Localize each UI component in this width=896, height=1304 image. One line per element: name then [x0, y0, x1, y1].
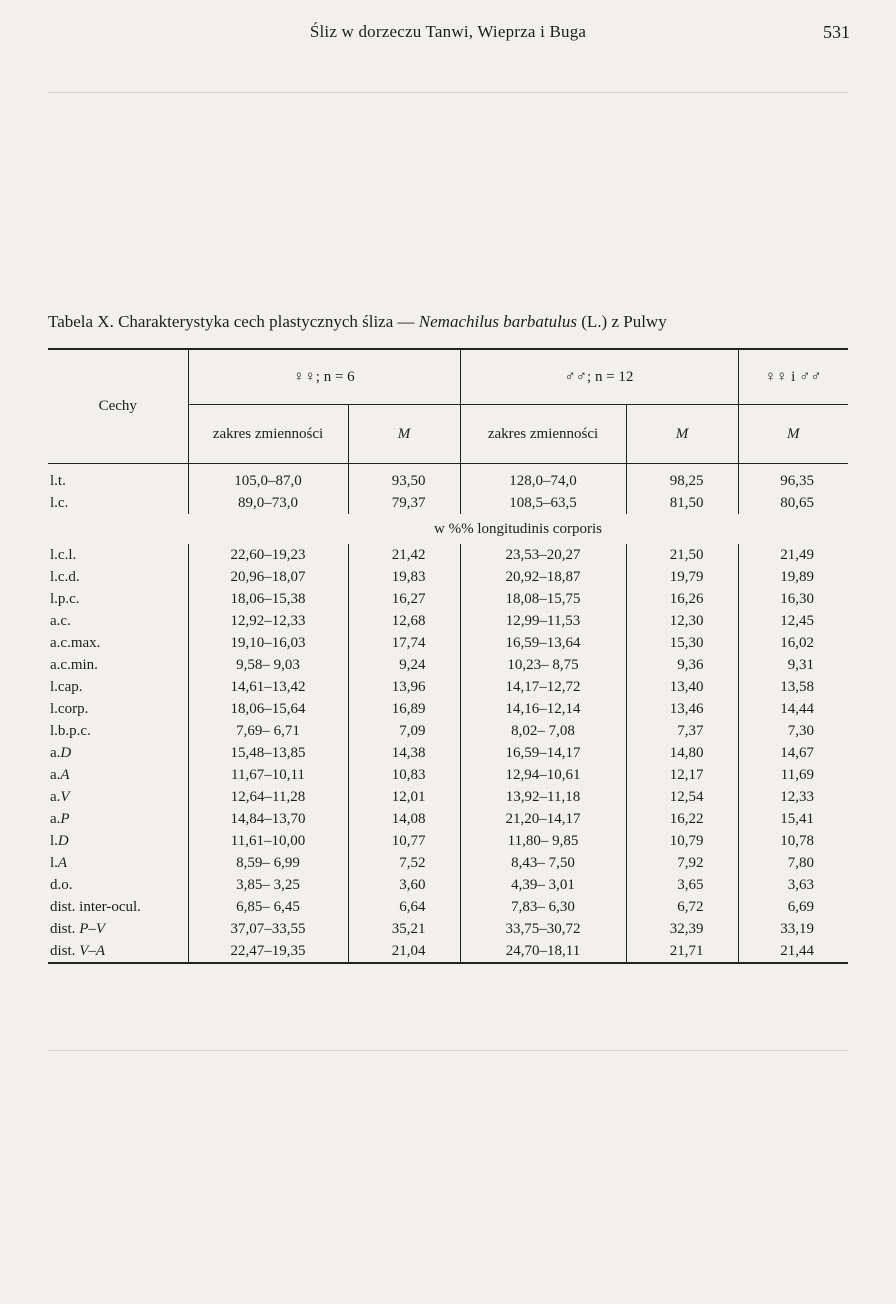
cell-females-m: 10,77: [348, 830, 460, 852]
cell-feature: l.c.d.: [50, 569, 80, 585]
cell-females-m: 13,96: [348, 676, 460, 698]
cell-females-range: 9,58– 9,03: [188, 654, 348, 676]
cell-all-m: 33,19: [738, 918, 848, 940]
table-row: [48, 808, 848, 830]
cell-males-range: 8,43– 7,50: [460, 852, 626, 874]
header-cechy: Cechy: [48, 349, 188, 464]
cell-feature: l.p.c.: [50, 591, 80, 607]
table-row: [48, 654, 848, 676]
cell-feature: a.c.: [50, 613, 71, 629]
cell-all-m: 3,63: [738, 874, 848, 896]
cell-males-m: 10,79: [626, 830, 738, 852]
cell-females-range: 7,69– 6,71: [188, 720, 348, 742]
bleed-through-line: [48, 92, 848, 93]
cell-feature: l.c.l.: [50, 547, 77, 563]
cell-females-range: 11,67–10,11: [188, 764, 348, 786]
table-row: [48, 492, 848, 514]
cell-females-m: 93,50: [348, 464, 460, 493]
cell-males-range: 11,80– 9,85: [460, 830, 626, 852]
cell-females-range: 19,10–16,03: [188, 632, 348, 654]
cell-females-range: 12,64–11,28: [188, 786, 348, 808]
fin-letter: V: [79, 943, 89, 959]
section-row-group: [48, 514, 848, 544]
cell-feature: a.D: [50, 745, 72, 761]
cell-feature: l.cap.: [50, 679, 83, 695]
cell-females-m: 10,83: [348, 764, 460, 786]
cell-males-m: 15,30: [626, 632, 738, 654]
cell-males-range: 8,02– 7,08: [460, 720, 626, 742]
cell-males-range: 21,20–14,17: [460, 808, 626, 830]
cell-males-range: 16,59–14,17: [460, 742, 626, 764]
caption-latin-name: Nemachilus barbatulus: [418, 312, 577, 331]
fin-letter: P: [60, 811, 70, 827]
table-row: [48, 698, 848, 720]
cell-males-m: 9,36: [626, 654, 738, 676]
cell-feature: dist. P–V: [50, 921, 106, 937]
cell-females-m: 79,37: [348, 492, 460, 514]
data-table-wrapper: [48, 348, 848, 964]
cell-males-m: 12,17: [626, 764, 738, 786]
cell-all-m: 12,33: [738, 786, 848, 808]
cell-females-m: 9,24: [348, 654, 460, 676]
m-label: M: [675, 425, 689, 442]
cell-feature: l.c.: [50, 495, 69, 511]
relative-rows: [48, 544, 848, 963]
cell-all-m: 9,31: [738, 654, 848, 676]
cell-females-range: 18,06–15,38: [188, 588, 348, 610]
fin-letter: D: [57, 833, 69, 849]
header-all-m: [738, 405, 848, 464]
cell-feature: a.V: [50, 789, 70, 805]
cell-females-range: 14,61–13,42: [188, 676, 348, 698]
cell-feature: d.o.: [50, 877, 73, 893]
table-row: [48, 720, 848, 742]
cell-males-m: 21,71: [626, 940, 738, 963]
cell-males-range: 33,75–30,72: [460, 918, 626, 940]
cell-females-range: 15,48–13,85: [188, 742, 348, 764]
cell-all-m: 21,44: [738, 940, 848, 963]
fin-letter: A: [95, 943, 106, 959]
cell-all-m: 14,67: [738, 742, 848, 764]
cell-males-range: 4,39– 3,01: [460, 874, 626, 896]
fin-letter: P: [79, 921, 89, 937]
header-group-females: ♀♀; n = 6: [188, 349, 460, 405]
cell-females-range: 20,96–18,07: [188, 566, 348, 588]
cell-females-range: 8,59– 6,99: [188, 852, 348, 874]
table-row: [48, 786, 848, 808]
cell-males-m: 7,92: [626, 852, 738, 874]
cell-males-range: 7,83– 6,30: [460, 896, 626, 918]
cell-feature: l.t.: [50, 473, 66, 489]
fin-letter: V: [60, 789, 70, 805]
table-row: [48, 588, 848, 610]
cell-females-range: 105,0–87,0: [188, 464, 348, 493]
running-title: Śliz w dorzeczu Tanwi, Wieprza i Buga: [309, 22, 587, 41]
header-males-m: [626, 405, 738, 464]
cell-all-m: 6,69: [738, 896, 848, 918]
fin-letter: D: [60, 745, 72, 761]
table-row: [48, 918, 848, 940]
cell-females-m: 7,09: [348, 720, 460, 742]
table-row: [48, 852, 848, 874]
cell-males-m: 98,25: [626, 464, 738, 493]
cell-females-m: 3,60: [348, 874, 460, 896]
cell-all-m: 21,49: [738, 544, 848, 566]
cell-males-m: 3,65: [626, 874, 738, 896]
cell-males-m: 12,30: [626, 610, 738, 632]
table-row: [48, 764, 848, 786]
table-row: [48, 830, 848, 852]
page-header: [0, 22, 896, 52]
cell-males-m: 19,79: [626, 566, 738, 588]
cell-feature: l.b.p.c.: [50, 723, 91, 739]
cell-feature: l.A: [50, 855, 68, 871]
cell-all-m: 7,80: [738, 852, 848, 874]
header-females-m: [348, 405, 460, 464]
m-label: M: [397, 425, 411, 442]
cell-females-range: 6,85– 6,45: [188, 896, 348, 918]
cell-males-m: 16,22: [626, 808, 738, 830]
cell-males-m: 14,80: [626, 742, 738, 764]
table-row: [48, 610, 848, 632]
fin-letter: V: [95, 921, 106, 937]
cell-males-range: 12,94–10,61: [460, 764, 626, 786]
cell-all-m: 16,30: [738, 588, 848, 610]
bleed-through-line: [48, 1050, 848, 1051]
table-row: [48, 896, 848, 918]
cell-females-range: 89,0–73,0: [188, 492, 348, 514]
cell-males-m: 16,26: [626, 588, 738, 610]
cell-all-m: 14,44: [738, 698, 848, 720]
header-group-all: ♀♀ i ♂♂: [738, 349, 848, 405]
cell-males-range: 16,59–13,64: [460, 632, 626, 654]
cell-males-range: 128,0–74,0: [460, 464, 626, 493]
cell-females-m: 17,74: [348, 632, 460, 654]
cell-males-m: 21,50: [626, 544, 738, 566]
cell-females-range: 3,85– 3,25: [188, 874, 348, 896]
cell-males-m: 81,50: [626, 492, 738, 514]
caption-suffix: (L.) z Pulwy: [581, 312, 667, 331]
cell-feature: a.c.min.: [50, 657, 98, 673]
cell-males-range: 24,70–18,11: [460, 940, 626, 963]
cell-females-m: 21,04: [348, 940, 460, 963]
cell-feature: dist. inter-ocul.: [50, 899, 141, 915]
cell-females-m: 6,64: [348, 896, 460, 918]
table-row: [48, 566, 848, 588]
cell-females-m: 7,52: [348, 852, 460, 874]
cell-males-range: 12,99–11,53: [460, 610, 626, 632]
cell-females-m: 16,27: [348, 588, 460, 610]
table-row: [48, 742, 848, 764]
cell-males-m: 12,54: [626, 786, 738, 808]
cell-feature: a.A: [50, 767, 70, 783]
cell-females-range: 12,92–12,33: [188, 610, 348, 632]
cell-females-m: 35,21: [348, 918, 460, 940]
cell-males-range: 14,17–12,72: [460, 676, 626, 698]
cell-males-range: 13,92–11,18: [460, 786, 626, 808]
cell-all-m: 10,78: [738, 830, 848, 852]
cell-females-m: 19,83: [348, 566, 460, 588]
table-row: [48, 464, 848, 493]
cell-all-m: 16,02: [738, 632, 848, 654]
cell-all-m: 96,35: [738, 464, 848, 493]
caption-prefix: Tabela X. Charakterystyka cech plastycznych śliza —: [48, 312, 415, 331]
cell-females-m: 14,38: [348, 742, 460, 764]
section-label: w %% longitudinis corporis: [434, 521, 602, 537]
cell-females-range: 22,60–19,23: [188, 544, 348, 566]
cell-females-m: 12,01: [348, 786, 460, 808]
cell-females-range: 11,61–10,00: [188, 830, 348, 852]
cell-feature: l.corp.: [50, 701, 89, 717]
cell-females-range: 37,07–33,55: [188, 918, 348, 940]
fin-letter: A: [60, 767, 70, 783]
cell-all-m: 7,30: [738, 720, 848, 742]
fin-letter: A: [57, 855, 68, 871]
cell-males-range: 14,16–12,14: [460, 698, 626, 720]
page-number: 531: [823, 22, 850, 42]
header-group-males: ♂♂; n = 12: [460, 349, 738, 405]
cell-females-range: 14,84–13,70: [188, 808, 348, 830]
cell-males-m: 32,39: [626, 918, 738, 940]
cell-males-range: 20,92–18,87: [460, 566, 626, 588]
cell-all-m: 13,58: [738, 676, 848, 698]
cell-all-m: 80,65: [738, 492, 848, 514]
cell-males-range: 18,08–15,75: [460, 588, 626, 610]
cell-all-m: 15,41: [738, 808, 848, 830]
cell-feature: l.D: [50, 833, 69, 849]
cell-all-m: 11,69: [738, 764, 848, 786]
cell-females-m: 21,42: [348, 544, 460, 566]
cell-feature: dist. V–A: [50, 943, 106, 959]
cell-males-range: 108,5–63,5: [460, 492, 626, 514]
cell-feature: a.c.max.: [50, 635, 101, 651]
header-females-range: zakres zmienności: [188, 405, 348, 464]
table-row: [48, 544, 848, 566]
cell-males-range: 23,53–20,27: [460, 544, 626, 566]
table-row: [48, 874, 848, 896]
table-row: [48, 632, 848, 654]
cell-females-m: 14,08: [348, 808, 460, 830]
table-row: [48, 940, 848, 963]
cell-all-m: 19,89: [738, 566, 848, 588]
cell-feature: a.P: [50, 811, 70, 827]
cell-females-range: 22,47–19,35: [188, 940, 348, 963]
table-row: [48, 676, 848, 698]
cell-all-m: 12,45: [738, 610, 848, 632]
cell-males-m: 13,46: [626, 698, 738, 720]
cell-males-m: 7,37: [626, 720, 738, 742]
cell-males-range: 10,23– 8,75: [460, 654, 626, 676]
header-males-range: zakres zmienności: [460, 405, 626, 464]
cell-females-m: 16,89: [348, 698, 460, 720]
plastic-features-table: [48, 348, 848, 964]
cell-males-m: 6,72: [626, 896, 738, 918]
absolute-rows: [48, 464, 848, 515]
cell-females-range: 18,06–15,64: [188, 698, 348, 720]
table-caption: [48, 312, 848, 332]
cell-males-m: 13,40: [626, 676, 738, 698]
m-label: M: [787, 425, 800, 442]
cell-females-m: 12,68: [348, 610, 460, 632]
